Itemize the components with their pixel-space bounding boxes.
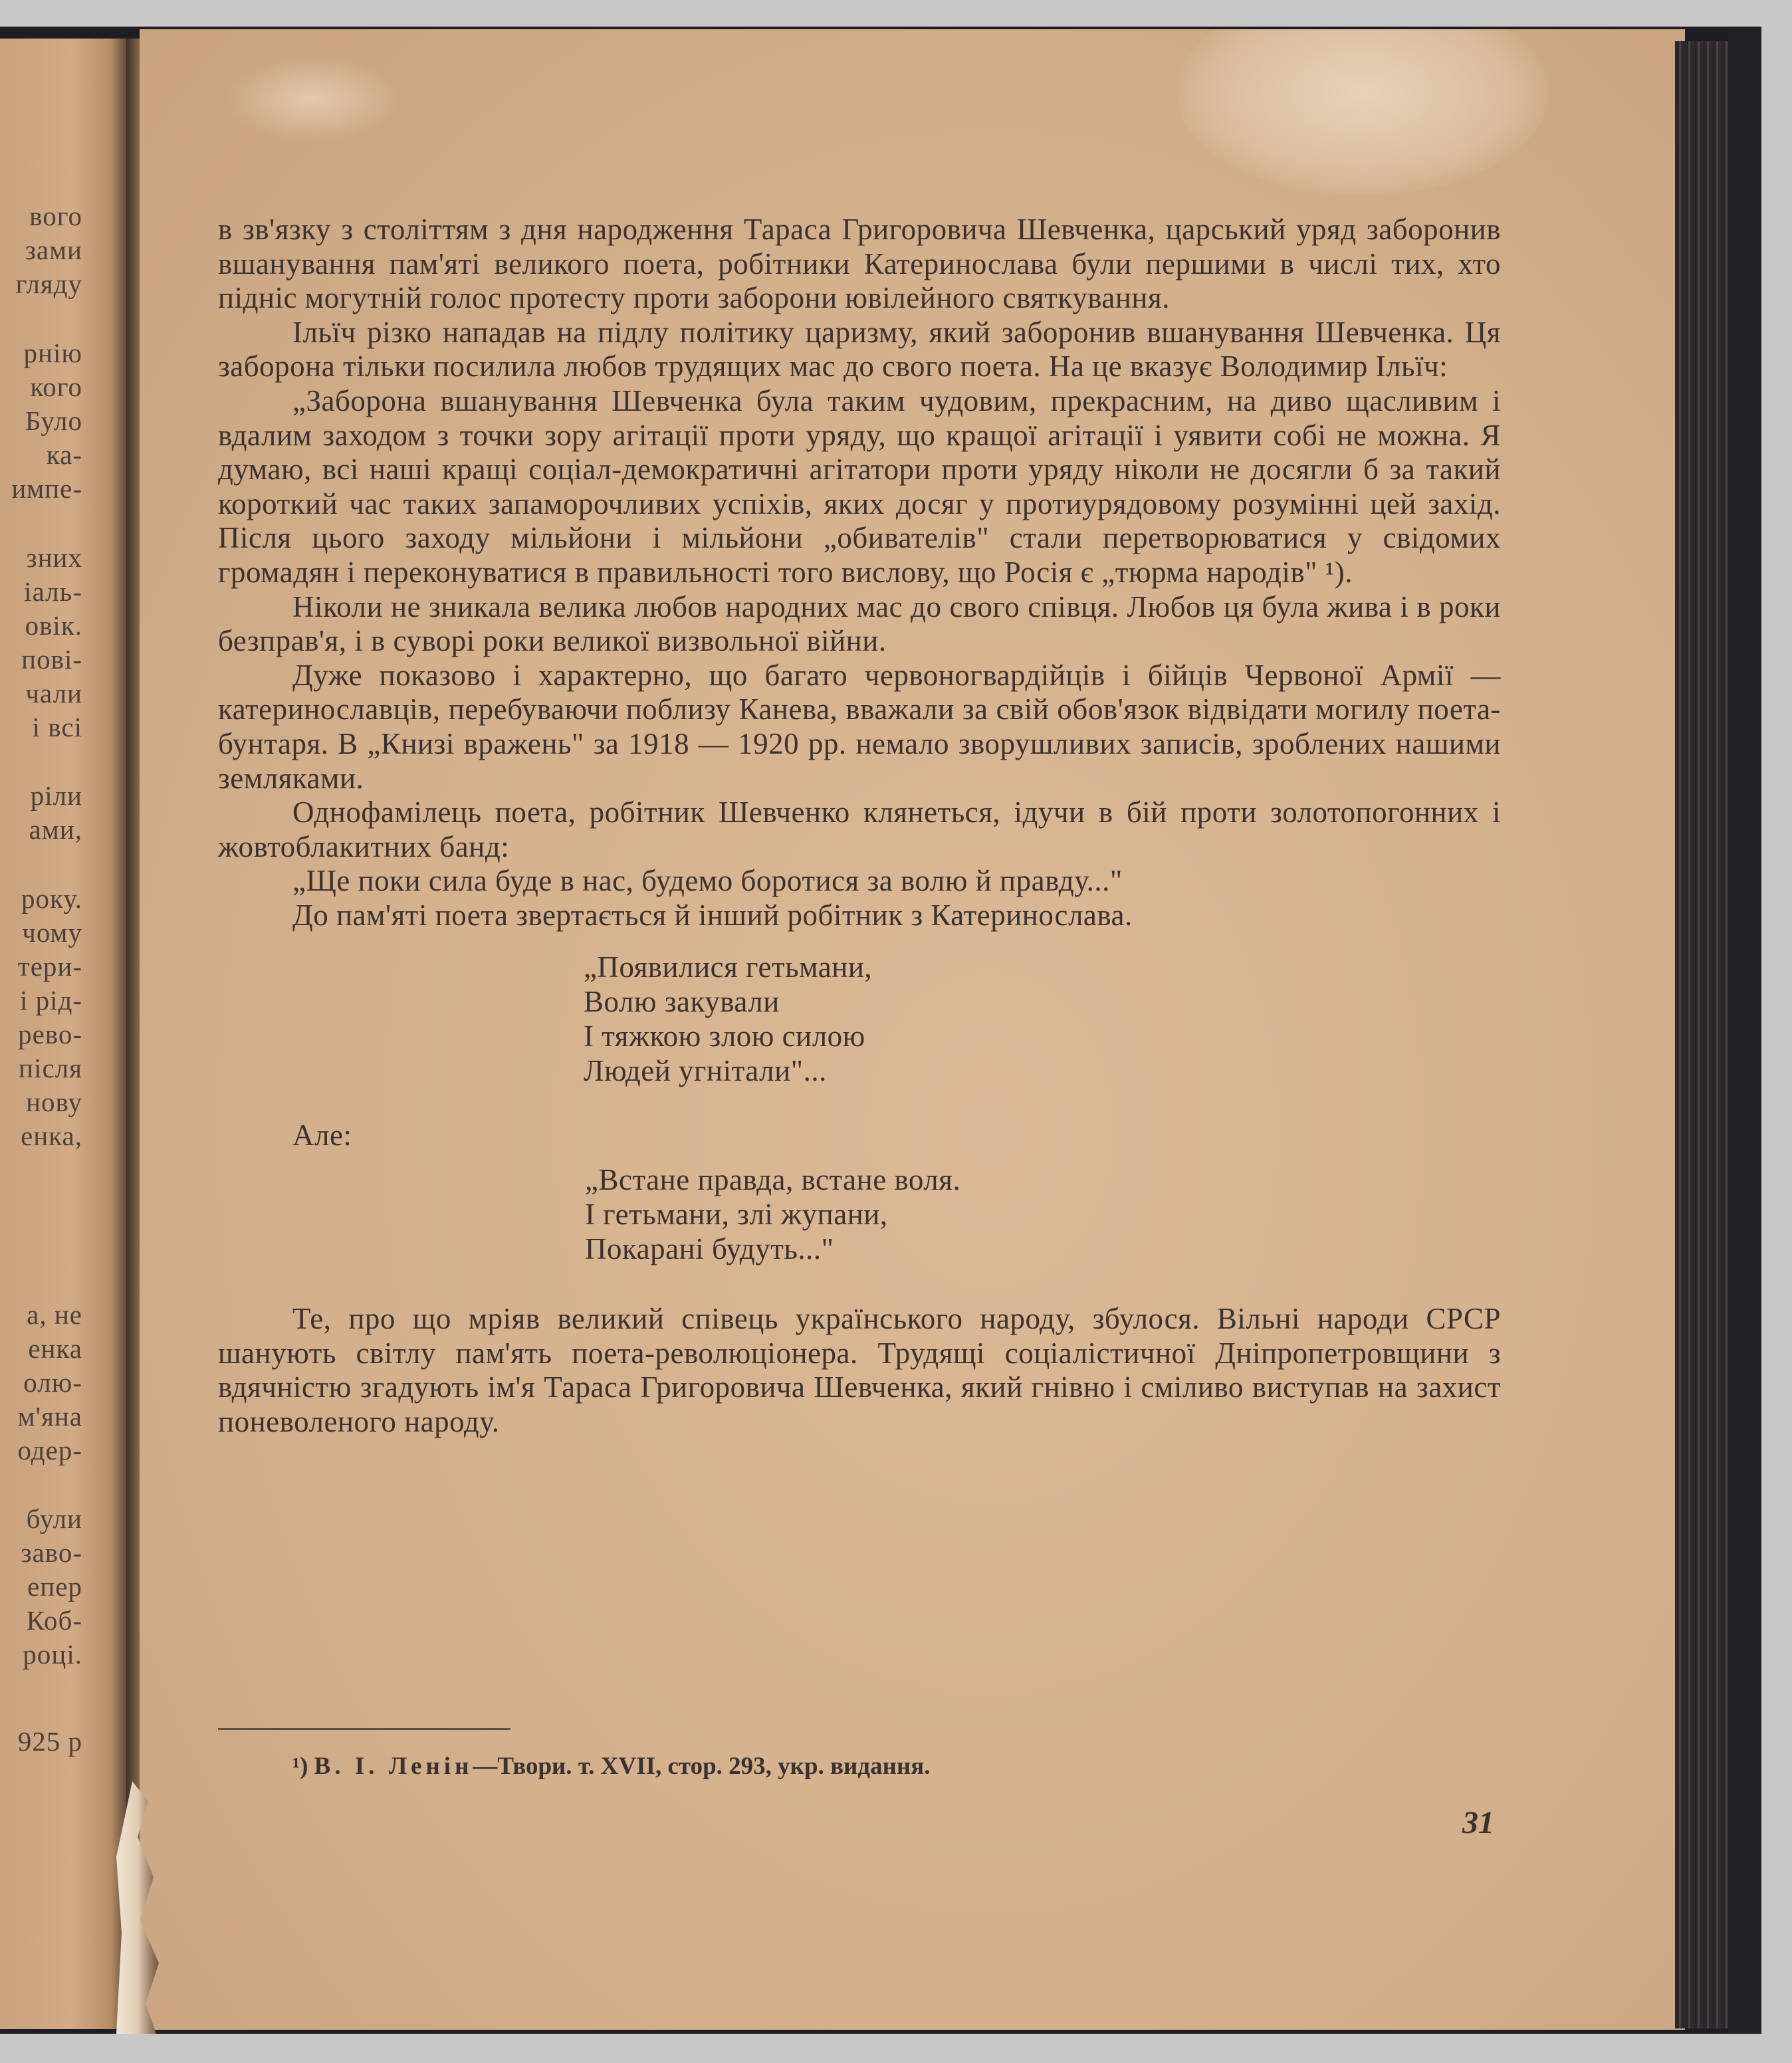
- left-line: були: [26, 1503, 82, 1534]
- paragraph: Однофамілець поета, робітник Шевченко клянеться, ідучи в бій проти золотопогонних і жовтоблакитних банд:: [218, 796, 1501, 863]
- left-line: рнію: [23, 338, 82, 368]
- left-line: овік.: [25, 610, 82, 641]
- left-line: ами,: [29, 814, 82, 845]
- page-number: 31: [1462, 1805, 1494, 1840]
- left-line: импе-: [11, 473, 82, 504]
- left-line: кого: [30, 372, 82, 402]
- footnote-source: —Твори. т. XVII, стор. 293, укр. видання.: [473, 1753, 931, 1780]
- paragraph: Дуже показово і характерно, що багато червоногвардійців і бійців Червоної Армії — катеринославців, перебуваючи поблизу Канева, вважали за свій обов'язок відвідати могилу поета-бунтаря. В „Книзі вражень" за 1918 — 1920 рр. немало зворушливих записів, зроблених нашими земляками.: [218, 658, 1501, 795]
- footnote-author: В. І. Ленін: [314, 1753, 473, 1780]
- water-stain: [226, 56, 399, 142]
- left-line: енка,: [21, 1121, 82, 1151]
- poem-line: І гетьмани, злі жупани,: [585, 1198, 888, 1232]
- left-line: року.: [21, 883, 82, 914]
- left-line: гляду: [15, 269, 82, 299]
- left-line: одер-: [17, 1435, 82, 1466]
- quotation: „Заборона вшанування Шевченка була таким чудовим, прекрасним, на диво щасливим і вдалим заходом з точки зору агітації проти уряду, що кращої агітації і уявити собі не можна. Я думаю, всі наші кращі соціал-демократичні агітатори проти уряду ніколи не досягли б за такий короткий час таких запаморочливих успіхів, яких досяг у протиурядовому розумінні цей захід. Після цього заходу мільйони і мільйони „обивателів" стали перетворюватися у свідомих громадян і переконуватися в правильності того вислову, що Росія є „тюрма народів" ¹).: [218, 383, 1501, 589]
- left-line: році.: [23, 1639, 82, 1670]
- poem-line: Покарані будуть...": [585, 1232, 834, 1266]
- left-line: і рід-: [19, 985, 82, 1016]
- left-line: рево-: [18, 1019, 82, 1049]
- left-line: Було: [25, 405, 82, 436]
- ale-label: Але:: [292, 1119, 352, 1152]
- paragraph: Ніколи не зникала велика любов народних мас до свого співця. Любов ця була жива і в роки безправ'я, і в суворі роки великої визвольної війни.: [218, 590, 1501, 658]
- left-line: заво-: [21, 1537, 82, 1568]
- poem-line: Людей угнітали"...: [584, 1054, 827, 1088]
- left-line: нову: [26, 1087, 82, 1117]
- book-spread: [0, 27, 1761, 2034]
- paragraph: Ільїч різко нападав на підлу політику царизму, який заборонив вшанування Шевченка. Ця заборона тільки посилила любов трудящих мас до свого поета. На це вказує Володимир Ільїч:: [218, 315, 1501, 383]
- left-page: [0, 39, 130, 2029]
- left-line: після: [19, 1053, 82, 1083]
- left-line: ка-: [46, 439, 82, 470]
- left-line: а, не: [27, 1299, 82, 1330]
- footnote-rule: [218, 1728, 510, 1730]
- page-block-edges: [1675, 41, 1730, 2028]
- poem-line: І тяжкою злою силою: [584, 1020, 865, 1053]
- poem-line: Волю закували: [584, 985, 780, 1019]
- poem-excerpt: [218, 1162, 1501, 1266]
- poem-line: „Появилися гетьмани,: [584, 950, 873, 984]
- left-line: і всі: [32, 712, 82, 742]
- left-line: енка: [28, 1333, 82, 1364]
- left-line: іаль-: [24, 576, 82, 607]
- page-body: [218, 213, 1501, 1439]
- left-line: тери-: [17, 951, 82, 982]
- left-line: зних: [26, 542, 82, 573]
- left-line: м'яна: [17, 1401, 82, 1432]
- poem-line: „Встане правда, встане воля.: [585, 1163, 961, 1197]
- paragraph: в зв'язку з століттям з дня народження Тараса Григоровича Шевченка, царський уряд заборонив вшанування пам'яті великого поета, робітники Катеринослава були першими в числі тих, хто підніс могутній голос протесту проти заборони ювілейного святкування.: [218, 213, 1501, 315]
- left-line: Коб-: [26, 1605, 82, 1636]
- left-line: епер: [27, 1571, 82, 1602]
- footnote: [292, 1752, 931, 1781]
- left-line: олю-: [23, 1367, 82, 1398]
- closing-paragraph: Те, про що мріяв великий співець українського народу, збулося. Вільні народи СРСР шанують світлу пам'ять поета-революціонера. Трудящі соціалістичної Дніпропетровщини з вдячністю згадують ім'я Тараса Григоровича Шевченка, який гнівно і сміливо виступав на захист поневоленого народу.: [218, 1302, 1501, 1438]
- left-line: чому: [22, 917, 82, 948]
- left-line: пові-: [21, 644, 82, 675]
- left-line: ріли: [30, 780, 82, 811]
- left-line: 925 р: [17, 1726, 82, 1757]
- left-line: зами: [25, 235, 82, 265]
- paragraph: До пам'яті поета звертається й інший робітник з Катеринослава.: [292, 898, 1133, 932]
- footnote-marker: ¹): [292, 1753, 308, 1780]
- poem-excerpt: [218, 950, 1501, 1088]
- left-line: чали: [25, 678, 82, 708]
- left-line: вого: [29, 201, 82, 231]
- quotation: „Ще поки сила буде в нас, будемо боротися за волю й правду...": [292, 864, 1123, 898]
- book-cover-edge: [1728, 27, 1761, 2034]
- water-stain: [1176, 29, 1549, 195]
